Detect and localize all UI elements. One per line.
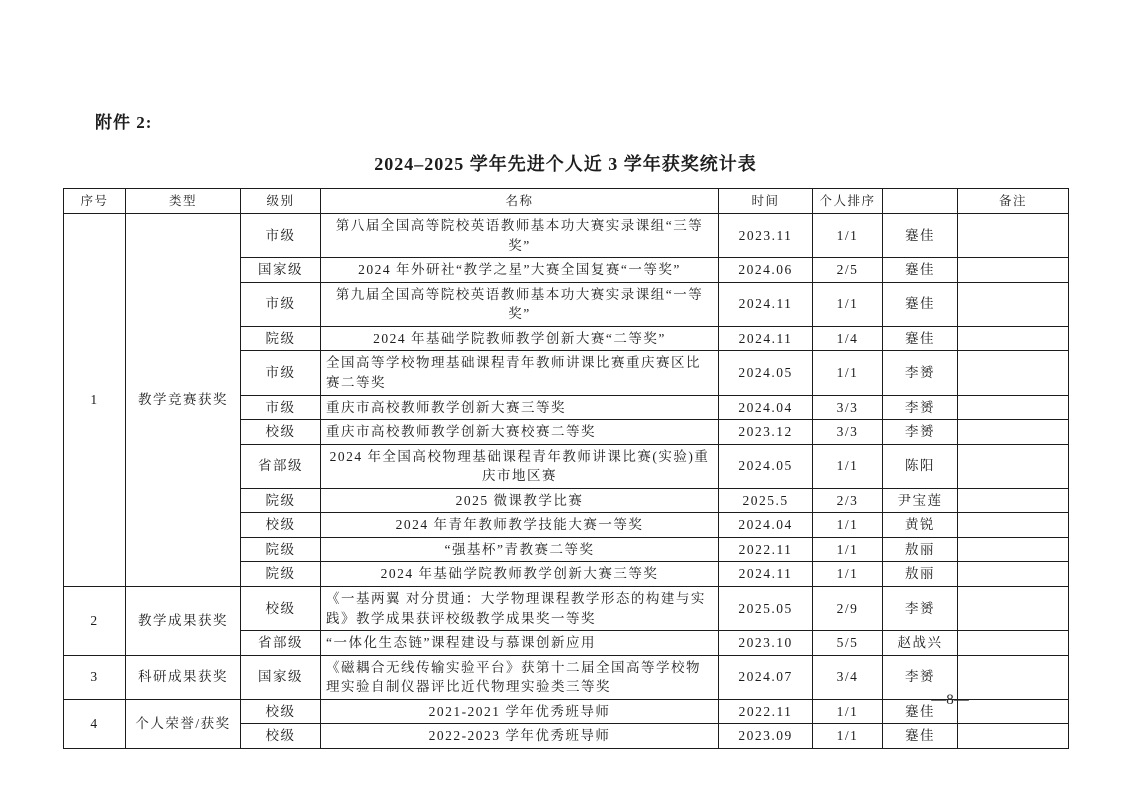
cell-level: 市级 [241, 395, 321, 420]
cell-time: 2024.04 [719, 395, 813, 420]
cell-group-index: 2 [64, 587, 126, 656]
cell-person: 敖丽 [883, 562, 958, 587]
cell-level: 市级 [241, 282, 321, 326]
cell-time: 2024.04 [719, 513, 813, 538]
column-header-3: 名称 [321, 189, 719, 214]
cell-time: 2022.11 [719, 537, 813, 562]
cell-group-type: 教学成果获奖 [126, 587, 241, 656]
cell-note [958, 631, 1069, 656]
cell-person: 蹇佳 [883, 724, 958, 749]
cell-time: 2023.12 [719, 420, 813, 445]
cell-name: 2024 年青年教师教学技能大赛一等奖 [321, 513, 719, 538]
cell-level: 校级 [241, 699, 321, 724]
cell-level: 校级 [241, 724, 321, 749]
cell-person: 蹇佳 [883, 326, 958, 351]
cell-level: 市级 [241, 351, 321, 395]
awards-table [63, 188, 1069, 749]
cell-group-index: 3 [64, 655, 126, 699]
column-header-0: 序号 [64, 189, 126, 214]
cell-name: 全国高等学校物理基础课程青年教师讲课比赛重庆赛区比赛二等奖 [321, 351, 719, 395]
cell-note [958, 537, 1069, 562]
cell-group-index: 1 [64, 214, 126, 587]
cell-name: “一体化生态链”课程建设与慕课创新应用 [321, 631, 719, 656]
cell-note [958, 258, 1069, 283]
table-body [64, 214, 1069, 749]
column-header-2: 级别 [241, 189, 321, 214]
cell-group-index: 4 [64, 699, 126, 748]
cell-rank: 1/1 [813, 214, 883, 258]
cell-note [958, 513, 1069, 538]
page-title: 2024–2025 学年先进个人近 3 学年获奖统计表 [374, 154, 757, 174]
cell-level: 校级 [241, 513, 321, 538]
table-header [64, 189, 1069, 214]
cell-person: 敖丽 [883, 537, 958, 562]
cell-name: 2025 微课教学比赛 [321, 488, 719, 513]
cell-name: 2024 年外研社“教学之星”大赛全国复赛“一等奖” [321, 258, 719, 283]
cell-person: 赵战兴 [883, 631, 958, 656]
cell-time: 2022.11 [719, 699, 813, 724]
cell-rank: 2/5 [813, 258, 883, 283]
cell-person: 蹇佳 [883, 699, 958, 724]
cell-note [958, 420, 1069, 445]
cell-person: 陈阳 [883, 444, 958, 488]
cell-time: 2023.10 [719, 631, 813, 656]
cell-group-type: 科研成果获奖 [126, 655, 241, 699]
cell-level: 省部级 [241, 631, 321, 656]
cell-time: 2023.11 [719, 214, 813, 258]
cell-person: 尹宝莲 [883, 488, 958, 513]
cell-rank: 2/3 [813, 488, 883, 513]
cell-rank: 1/1 [813, 351, 883, 395]
cell-level: 校级 [241, 420, 321, 445]
cell-level: 院级 [241, 537, 321, 562]
cell-rank: 3/3 [813, 395, 883, 420]
cell-level: 省部级 [241, 444, 321, 488]
column-header-4: 时间 [719, 189, 813, 214]
cell-time: 2024.11 [719, 282, 813, 326]
cell-time: 2024.11 [719, 562, 813, 587]
cell-person: 蹇佳 [883, 214, 958, 258]
cell-name: 重庆市高校教师教学创新大赛三等奖 [321, 395, 719, 420]
cell-rank: 3/3 [813, 420, 883, 445]
cell-name: 《磁耦合无线传输实验平台》获第十二届全国高等学校物理实验自制仪器评比近代物理实验类三等奖 [321, 655, 719, 699]
cell-note [958, 351, 1069, 395]
cell-time: 2024.05 [719, 351, 813, 395]
cell-rank: 1/1 [813, 699, 883, 724]
cell-person: 李赟 [883, 420, 958, 445]
cell-rank: 1/1 [813, 724, 883, 749]
cell-group-type: 个人荣誉/获奖 [126, 699, 241, 748]
cell-person: 李赟 [883, 587, 958, 631]
table-row [64, 214, 1069, 258]
cell-time: 2025.05 [719, 587, 813, 631]
cell-person: 李赟 [883, 395, 958, 420]
cell-person: 李赟 [883, 655, 958, 699]
attachment-label: 附件 2: [95, 113, 153, 132]
cell-note [958, 214, 1069, 258]
cell-level: 国家级 [241, 655, 321, 699]
cell-name: “强基杯”青教赛二等奖 [321, 537, 719, 562]
cell-name: 2024 年基础学院教师教学创新大赛“二等奖” [321, 326, 719, 351]
cell-level: 校级 [241, 587, 321, 631]
cell-person: 蹇佳 [883, 258, 958, 283]
cell-rank: 1/1 [813, 537, 883, 562]
cell-level: 市级 [241, 214, 321, 258]
cell-rank: 1/1 [813, 282, 883, 326]
cell-name: 重庆市高校教师教学创新大赛校赛二等奖 [321, 420, 719, 445]
cell-level: 国家级 [241, 258, 321, 283]
cell-time: 2024.05 [719, 444, 813, 488]
column-header-7: 备注 [958, 189, 1069, 214]
cell-level: 院级 [241, 326, 321, 351]
cell-name: 2021-2021 学年优秀班导师 [321, 699, 719, 724]
cell-name: 2024 年全国高校物理基础课程青年教师讲课比赛(实验)重庆市地区赛 [321, 444, 719, 488]
cell-level: 院级 [241, 488, 321, 513]
cell-time: 2025.5 [719, 488, 813, 513]
cell-rank: 1/1 [813, 562, 883, 587]
cell-name: 第八届全国高等院校英语教师基本功大赛实录课组“三等奖” [321, 214, 719, 258]
cell-note [958, 444, 1069, 488]
cell-rank: 2/9 [813, 587, 883, 631]
column-header-1: 类型 [126, 189, 241, 214]
cell-rank: 3/4 [813, 655, 883, 699]
cell-note [958, 282, 1069, 326]
cell-time: 2024.07 [719, 655, 813, 699]
cell-note [958, 724, 1069, 749]
cell-person: 黄锐 [883, 513, 958, 538]
column-header-5: 个人排序 [813, 189, 883, 214]
cell-name: 第九届全国高等院校英语教师基本功大赛实录课组“一等奖” [321, 282, 719, 326]
cell-name: 2022-2023 学年优秀班导师 [321, 724, 719, 749]
page-number: —8— [931, 692, 969, 708]
cell-name: 《一基两翼 对分贯通：大学物理课程教学形态的构建与实践》教学成果获评校级教学成果奖一等奖 [321, 587, 719, 631]
cell-rank: 1/4 [813, 326, 883, 351]
cell-rank: 1/1 [813, 513, 883, 538]
cell-name: 2024 年基础学院教师教学创新大赛三等奖 [321, 562, 719, 587]
column-header-6 [883, 189, 958, 214]
table-row [64, 587, 1069, 631]
cell-note [958, 562, 1069, 587]
cell-note [958, 488, 1069, 513]
cell-person: 李赟 [883, 351, 958, 395]
cell-group-type: 教学竞赛获奖 [126, 214, 241, 587]
table-header-row [64, 189, 1069, 214]
cell-level: 院级 [241, 562, 321, 587]
cell-rank: 5/5 [813, 631, 883, 656]
cell-note [958, 326, 1069, 351]
cell-note [958, 587, 1069, 631]
cell-time: 2024.06 [719, 258, 813, 283]
cell-time: 2023.09 [719, 724, 813, 749]
cell-rank: 1/1 [813, 444, 883, 488]
cell-note [958, 395, 1069, 420]
cell-time: 2024.11 [719, 326, 813, 351]
cell-person: 蹇佳 [883, 282, 958, 326]
